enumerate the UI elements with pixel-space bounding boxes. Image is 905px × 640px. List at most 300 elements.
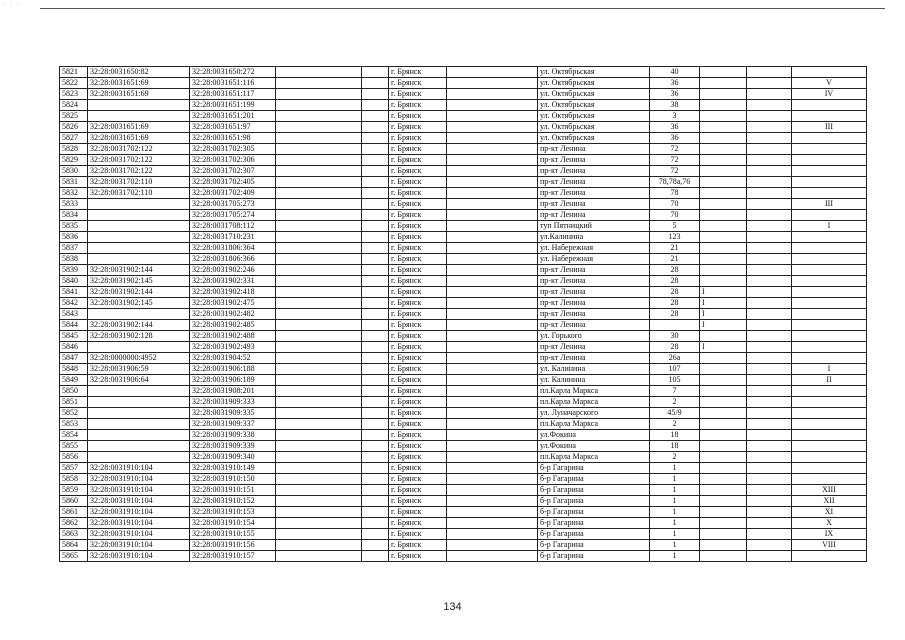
empty-cell xyxy=(747,320,792,331)
city-cell: г. Брянск xyxy=(389,221,447,232)
empty-cell xyxy=(276,474,362,485)
empty-cell xyxy=(747,243,792,254)
premises-number-cell: XI xyxy=(792,507,867,518)
empty-cell xyxy=(362,89,389,100)
house-number-cell: 107 xyxy=(650,364,700,375)
table-row xyxy=(60,144,867,155)
parent-cadastral-cell: 32:28:0031910:104 xyxy=(88,551,190,562)
empty-cell xyxy=(447,485,538,496)
street-cell: ул. Октябрьская xyxy=(538,122,650,133)
street-cell: б-р Гагарина xyxy=(538,540,650,551)
house-number-cell: 78,78a,76 xyxy=(650,177,700,188)
empty-cell xyxy=(747,188,792,199)
table-row xyxy=(60,551,867,562)
cadastral-number-cell: 32:28:0031708:112 xyxy=(190,221,276,232)
cadastral-number-cell: 32:28:0031910:157 xyxy=(190,551,276,562)
empty-cell xyxy=(276,166,362,177)
empty-cell xyxy=(447,540,538,551)
street-cell: пл.Карла Маркса xyxy=(538,397,650,408)
empty-cell xyxy=(362,474,389,485)
street-cell: ул. Октябрьская xyxy=(538,111,650,122)
table-row xyxy=(60,287,867,298)
mark-cell xyxy=(700,210,747,221)
empty-cell xyxy=(276,320,362,331)
empty-cell xyxy=(276,199,362,210)
row-number-cell: 5824 xyxy=(60,100,88,111)
city-cell: г. Брянск xyxy=(389,199,447,210)
cadastral-number-cell: 32:28:0031909:335 xyxy=(190,408,276,419)
street-cell: ул. Калинина xyxy=(538,364,650,375)
parent-cadastral-cell: 32:28:0031910:104 xyxy=(88,474,190,485)
empty-cell xyxy=(362,419,389,430)
empty-cell xyxy=(362,221,389,232)
empty-cell xyxy=(276,496,362,507)
premises-number-cell: V xyxy=(792,78,867,89)
table-row xyxy=(60,375,867,386)
cadastral-number-cell: 32:28:0031651:201 xyxy=(190,111,276,122)
empty-cell xyxy=(747,474,792,485)
city-cell: г. Брянск xyxy=(389,89,447,100)
city-cell: г. Брянск xyxy=(389,67,447,78)
row-number-cell: 5858 xyxy=(60,474,88,485)
city-cell: г. Брянск xyxy=(389,298,447,309)
empty-cell xyxy=(747,463,792,474)
parent-cadastral-cell: 32:28:0031902:144 xyxy=(88,320,190,331)
parent-cadastral-cell: 32:28:0031910:104 xyxy=(88,518,190,529)
empty-cell xyxy=(276,309,362,320)
table-row xyxy=(60,100,867,111)
house-number-cell: 2 xyxy=(650,419,700,430)
parent-cadastral-cell xyxy=(88,441,190,452)
cadastral-number-cell: 32:28:0031910:149 xyxy=(190,463,276,474)
cadastral-number-cell: 32:28:0031909:338 xyxy=(190,430,276,441)
table-row xyxy=(60,540,867,551)
empty-cell xyxy=(747,111,792,122)
empty-cell xyxy=(276,254,362,265)
premises-number-cell: X xyxy=(792,518,867,529)
premises-number-cell: I xyxy=(792,221,867,232)
parent-cadastral-cell xyxy=(88,199,190,210)
empty-cell xyxy=(276,232,362,243)
cadastral-number-cell: 32:28:0031705:273 xyxy=(190,199,276,210)
cadastral-number-cell: 32:28:0031651:97 xyxy=(190,122,276,133)
row-number-cell: 5862 xyxy=(60,518,88,529)
empty-cell xyxy=(447,133,538,144)
empty-cell xyxy=(747,210,792,221)
empty-cell xyxy=(747,276,792,287)
city-cell: г. Брянск xyxy=(389,177,447,188)
empty-cell xyxy=(447,243,538,254)
empty-cell xyxy=(747,551,792,562)
empty-cell xyxy=(747,100,792,111)
empty-cell xyxy=(276,122,362,133)
cadastral-number-cell: 32:28:0031910:150 xyxy=(190,474,276,485)
empty-cell xyxy=(276,100,362,111)
street-cell: пр-кт Ленина xyxy=(538,353,650,364)
row-number-cell: 5841 xyxy=(60,287,88,298)
house-number-cell: 28 xyxy=(650,309,700,320)
empty-cell xyxy=(747,419,792,430)
house-number-cell: 1 xyxy=(650,463,700,474)
table-row xyxy=(60,78,867,89)
empty-cell xyxy=(362,507,389,518)
empty-cell xyxy=(362,397,389,408)
row-number-cell: 5851 xyxy=(60,397,88,408)
parent-cadastral-cell xyxy=(88,342,190,353)
table-row xyxy=(60,122,867,133)
mark-cell xyxy=(700,441,747,452)
premises-number-cell: VIII xyxy=(792,540,867,551)
empty-cell xyxy=(276,452,362,463)
table-row xyxy=(60,408,867,419)
parent-cadastral-cell: 32:28:0031650:82 xyxy=(88,67,190,78)
table-row xyxy=(60,452,867,463)
table-row xyxy=(60,111,867,122)
mark-cell xyxy=(700,232,747,243)
empty-cell xyxy=(362,243,389,254)
row-number-cell: 5840 xyxy=(60,276,88,287)
empty-cell xyxy=(747,221,792,232)
cadastral-number-cell: 32:28:0031651:116 xyxy=(190,78,276,89)
empty-cell xyxy=(447,430,538,441)
empty-cell xyxy=(362,320,389,331)
cadastral-number-cell: 32:28:0031902:485 xyxy=(190,320,276,331)
city-cell: г. Брянск xyxy=(389,540,447,551)
empty-cell xyxy=(276,551,362,562)
empty-cell xyxy=(447,342,538,353)
house-number-cell: 18 xyxy=(650,441,700,452)
table-row xyxy=(60,67,867,78)
table-row xyxy=(60,199,867,210)
street-cell: б-р Гагарина xyxy=(538,474,650,485)
table-row xyxy=(60,155,867,166)
empty-cell xyxy=(276,529,362,540)
city-cell: г. Брянск xyxy=(389,364,447,375)
table-row xyxy=(60,309,867,320)
cadastral-number-cell: 32:28:0031902:418 xyxy=(190,287,276,298)
empty-cell xyxy=(447,144,538,155)
parent-cadastral-cell: 32:28:0031910:104 xyxy=(88,507,190,518)
mark-cell xyxy=(700,133,747,144)
mark-cell xyxy=(700,67,747,78)
mark-cell xyxy=(700,155,747,166)
row-number-cell: 5842 xyxy=(60,298,88,309)
street-cell: пр-кт Ленина xyxy=(538,177,650,188)
premises-number-cell xyxy=(792,452,867,463)
empty-cell xyxy=(276,133,362,144)
city-cell: г. Брянск xyxy=(389,78,447,89)
parent-cadastral-cell xyxy=(88,408,190,419)
house-number-cell: 1 xyxy=(650,551,700,562)
cadastral-number-cell: 32:28:0031902:488 xyxy=(190,331,276,342)
city-cell: г. Брянск xyxy=(389,419,447,430)
house-number-cell: 28 xyxy=(650,342,700,353)
city-cell: г. Брянск xyxy=(389,331,447,342)
house-number-cell: 21 xyxy=(650,254,700,265)
row-number-cell: 5828 xyxy=(60,144,88,155)
row-number-cell: 5847 xyxy=(60,353,88,364)
parent-cadastral-cell: 32:28:0031651:69 xyxy=(88,122,190,133)
empty-cell xyxy=(276,441,362,452)
premises-number-cell xyxy=(792,408,867,419)
mark-cell xyxy=(700,452,747,463)
cadastral-number-cell: 32:28:0031651:199 xyxy=(190,100,276,111)
parent-cadastral-cell xyxy=(88,309,190,320)
mark-cell xyxy=(700,518,747,529)
parent-cadastral-cell: 32:28:0031702:122 xyxy=(88,166,190,177)
premises-number-cell xyxy=(792,177,867,188)
premises-number-cell xyxy=(792,287,867,298)
empty-cell xyxy=(276,419,362,430)
table-row xyxy=(60,166,867,177)
empty-cell xyxy=(447,232,538,243)
mark-cell: I xyxy=(700,320,747,331)
empty-cell xyxy=(747,430,792,441)
row-number-cell: 5838 xyxy=(60,254,88,265)
city-cell: г. Брянск xyxy=(389,287,447,298)
mark-cell xyxy=(700,177,747,188)
empty-cell xyxy=(447,408,538,419)
house-number-cell: 1 xyxy=(650,518,700,529)
house-number-cell: 1 xyxy=(650,529,700,540)
table-row xyxy=(60,518,867,529)
premises-number-cell: III xyxy=(792,199,867,210)
row-number-cell: 5833 xyxy=(60,199,88,210)
empty-cell xyxy=(747,133,792,144)
empty-cell xyxy=(447,221,538,232)
empty-cell xyxy=(362,100,389,111)
row-number-cell: 5834 xyxy=(60,210,88,221)
empty-cell xyxy=(276,485,362,496)
empty-cell xyxy=(447,441,538,452)
row-number-cell: 5835 xyxy=(60,221,88,232)
empty-cell xyxy=(747,408,792,419)
table-row xyxy=(60,133,867,144)
street-cell: пр-кт Ленина xyxy=(538,166,650,177)
premises-number-cell xyxy=(792,397,867,408)
mark-cell xyxy=(700,419,747,430)
city-cell: г. Брянск xyxy=(389,430,447,441)
empty-cell xyxy=(362,342,389,353)
row-number-cell: 5836 xyxy=(60,232,88,243)
empty-cell xyxy=(362,485,389,496)
row-number-cell: 5837 xyxy=(60,243,88,254)
empty-cell xyxy=(362,133,389,144)
city-cell: г. Брянск xyxy=(389,155,447,166)
row-number-cell: 5830 xyxy=(60,166,88,177)
mark-cell xyxy=(700,496,747,507)
empty-cell xyxy=(362,210,389,221)
mark-cell xyxy=(700,331,747,342)
cadastral-number-cell: 32:28:0031702:305 xyxy=(190,144,276,155)
empty-cell xyxy=(276,342,362,353)
cadastral-number-cell: 32:28:0031909:337 xyxy=(190,419,276,430)
row-number-cell: 5855 xyxy=(60,441,88,452)
empty-cell xyxy=(747,518,792,529)
empty-cell xyxy=(447,188,538,199)
empty-cell xyxy=(362,122,389,133)
parent-cadastral-cell xyxy=(88,221,190,232)
cadastral-number-cell: 32:28:0031906:189 xyxy=(190,375,276,386)
premises-number-cell xyxy=(792,463,867,474)
city-cell: г. Брянск xyxy=(389,254,447,265)
empty-cell xyxy=(447,375,538,386)
empty-cell xyxy=(747,364,792,375)
city-cell: г. Брянск xyxy=(389,232,447,243)
empty-cell xyxy=(276,507,362,518)
city-cell: г. Брянск xyxy=(389,551,447,562)
page-number: 134 xyxy=(443,601,462,613)
city-cell: г. Брянск xyxy=(389,100,447,111)
empty-cell xyxy=(447,364,538,375)
empty-cell xyxy=(362,375,389,386)
empty-cell xyxy=(362,364,389,375)
mark-cell xyxy=(700,540,747,551)
table-row xyxy=(60,386,867,397)
empty-cell xyxy=(447,309,538,320)
row-number-cell: 5864 xyxy=(60,540,88,551)
parent-cadastral-cell xyxy=(88,243,190,254)
street-cell: ул. Октябрьская xyxy=(538,78,650,89)
street-cell: ул.Калинина xyxy=(538,232,650,243)
premises-number-cell xyxy=(792,155,867,166)
empty-cell xyxy=(362,463,389,474)
empty-cell xyxy=(447,265,538,276)
empty-cell xyxy=(276,210,362,221)
house-number-cell: 28 xyxy=(650,287,700,298)
parent-cadastral-cell xyxy=(88,111,190,122)
empty-cell xyxy=(362,199,389,210)
row-number-cell: 5865 xyxy=(60,551,88,562)
empty-cell xyxy=(362,155,389,166)
empty-cell xyxy=(747,540,792,551)
empty-cell xyxy=(362,331,389,342)
table-row xyxy=(60,221,867,232)
empty-cell xyxy=(276,540,362,551)
street-cell: пр-кт Ленина xyxy=(538,210,650,221)
city-cell: г. Брянск xyxy=(389,397,447,408)
mark-cell xyxy=(700,474,747,485)
parent-cadastral-cell xyxy=(88,100,190,111)
row-number-cell: 5861 xyxy=(60,507,88,518)
city-cell: г. Брянск xyxy=(389,485,447,496)
parent-cadastral-cell: 32:28:0031651:69 xyxy=(88,133,190,144)
parent-cadastral-cell xyxy=(88,419,190,430)
mark-cell xyxy=(700,100,747,111)
empty-cell xyxy=(276,364,362,375)
house-number-cell: 78 xyxy=(650,188,700,199)
empty-cell xyxy=(276,188,362,199)
house-number-cell: 1 xyxy=(650,507,700,518)
table-row xyxy=(60,419,867,430)
parent-cadastral-cell xyxy=(88,452,190,463)
street-cell: ул. Октябрьская xyxy=(538,133,650,144)
empty-cell xyxy=(447,551,538,562)
mark-cell xyxy=(700,353,747,364)
city-cell: г. Брянск xyxy=(389,122,447,133)
street-cell: пр-кт Ленина xyxy=(538,155,650,166)
empty-cell xyxy=(362,430,389,441)
mark-cell xyxy=(700,89,747,100)
table-row xyxy=(60,441,867,452)
house-number-cell: 1 xyxy=(650,496,700,507)
empty-cell xyxy=(447,474,538,485)
empty-cell xyxy=(276,331,362,342)
parent-cadastral-cell: 32:28:0031902:145 xyxy=(88,276,190,287)
premises-number-cell: IV xyxy=(792,89,867,100)
empty-cell xyxy=(362,496,389,507)
mark-cell xyxy=(700,199,747,210)
empty-cell xyxy=(362,67,389,78)
mark-cell: I xyxy=(700,298,747,309)
city-cell: г. Брянск xyxy=(389,188,447,199)
parent-cadastral-cell: 32:28:0031910:104 xyxy=(88,496,190,507)
street-cell: ул. Калинина xyxy=(538,375,650,386)
parent-cadastral-cell: 32:28:0031902:144 xyxy=(88,265,190,276)
row-number-cell: 5832 xyxy=(60,188,88,199)
city-cell: г. Брянск xyxy=(389,463,447,474)
empty-cell xyxy=(362,353,389,364)
house-number-cell: 45/9 xyxy=(650,408,700,419)
mark-cell xyxy=(700,144,747,155)
street-cell: пр-кт Ленина xyxy=(538,144,650,155)
empty-cell xyxy=(447,419,538,430)
cadastral-number-cell: 32:28:0031908:201 xyxy=(190,386,276,397)
cadastral-number-cell: 32:28:0031806:366 xyxy=(190,254,276,265)
city-cell: г. Брянск xyxy=(389,265,447,276)
empty-cell xyxy=(362,111,389,122)
row-number-cell: 5825 xyxy=(60,111,88,122)
street-cell: ул.Фокина xyxy=(538,441,650,452)
street-cell: пр-кт Ленина xyxy=(538,298,650,309)
city-cell: г. Брянск xyxy=(389,408,447,419)
premises-number-cell xyxy=(792,320,867,331)
parent-cadastral-cell xyxy=(88,430,190,441)
table-row xyxy=(60,276,867,287)
house-number-cell: 36 xyxy=(650,78,700,89)
parent-cadastral-cell: 32:28:0031702:110 xyxy=(88,177,190,188)
parent-cadastral-cell: 32:28:0031702:122 xyxy=(88,144,190,155)
empty-cell xyxy=(362,298,389,309)
cadastral-number-cell: 32:28:0031650:272 xyxy=(190,67,276,78)
street-cell: пр-кт Ленина xyxy=(538,309,650,320)
house-number-cell: 36 xyxy=(650,122,700,133)
empty-cell xyxy=(747,375,792,386)
empty-cell xyxy=(747,166,792,177)
cadastral-number-cell: 32:28:0031910:153 xyxy=(190,507,276,518)
city-cell: г. Брянск xyxy=(389,111,447,122)
city-cell: г. Брянск xyxy=(389,507,447,518)
table-row xyxy=(60,298,867,309)
empty-cell xyxy=(447,166,538,177)
city-cell: г. Брянск xyxy=(389,276,447,287)
house-number-cell: 2 xyxy=(650,452,700,463)
empty-cell xyxy=(747,441,792,452)
empty-cell xyxy=(362,166,389,177)
empty-cell xyxy=(276,518,362,529)
empty-cell xyxy=(276,221,362,232)
empty-cell xyxy=(447,111,538,122)
empty-cell xyxy=(362,144,389,155)
street-cell: ул. Луначарского xyxy=(538,408,650,419)
table-row xyxy=(60,254,867,265)
empty-cell xyxy=(447,452,538,463)
table-row xyxy=(60,353,867,364)
parent-cadastral-cell: 32:28:0031651:69 xyxy=(88,89,190,100)
street-cell: б-р Гагарина xyxy=(538,485,650,496)
cadastral-number-cell: 32:28:0031909:340 xyxy=(190,452,276,463)
house-number-cell: 1 xyxy=(650,540,700,551)
